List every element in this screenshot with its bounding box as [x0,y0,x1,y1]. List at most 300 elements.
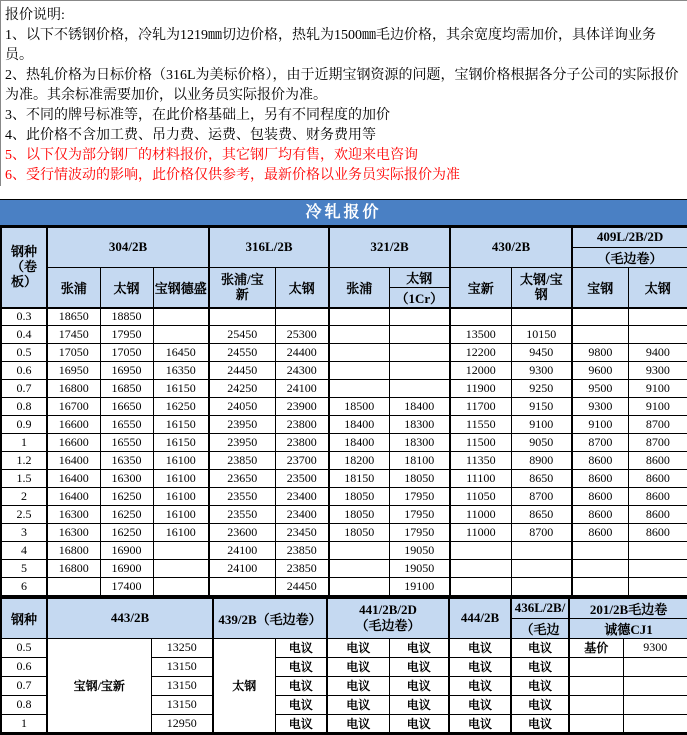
note-item-3: 3、不同的牌号标准等，在此价格基础上，另有不同程度的加价 [5,108,390,123]
col-header-steel-type: 钢种（卷板） [1,227,47,308]
table-row [1,488,687,506]
price-cell: 9300 [511,362,572,380]
price-cell: 9100 [628,380,687,398]
price-cell: 24450 [275,578,329,596]
price-cell: 16300 [47,506,100,524]
price-cell: 24550 [209,344,275,362]
price-cell: 16850 [100,380,153,398]
price-cell: 18300 [389,416,450,434]
price-cell [47,578,100,596]
price-cell: 11000 [450,524,511,542]
price-cell: 电议 [389,676,449,695]
price-cell [389,344,450,362]
price-cell [623,714,687,733]
price-cell: 11350 [450,452,511,470]
mill-baogang-desheng-304: 宝钢德盛 [153,267,209,308]
mill-taigang-baogang-430: 太钢/宝钢 [511,267,572,308]
price-cell [329,308,389,326]
cold-rolled-price-table [0,226,687,597]
notes-title: 报价说明: [5,8,65,23]
price-cell: 16300 [47,524,100,542]
price-cell: 16800 [47,542,100,560]
price-cell: 11500 [450,434,511,452]
price-cell: 25450 [209,326,275,344]
price-cell: 23550 [209,506,275,524]
price-cell: 17050 [47,344,100,362]
table-row [1,434,687,452]
price-cell: 13150 [151,657,213,676]
price-cell: 电议 [389,695,449,714]
price-cell [628,308,687,326]
price-cell: 16550 [100,416,153,434]
price-cell: 16600 [47,434,100,452]
price-cell: 9300 [572,398,628,416]
table-row [1,452,687,470]
note-item-1: 1、以下不锈钢价格，冷轧为1219㎜切边价格，热轧为1500㎜毛边价格，其余宽度均需加价，具体详询业务员。 [5,28,656,63]
price-cell [153,542,209,560]
group-409l-edge-note: （毛边卷） [572,247,687,267]
thickness-cell: 0.9 [1,416,47,434]
price-cell: 11100 [450,470,511,488]
group-443-2b: 443/2B [47,598,213,639]
price-cell: 16700 [47,398,100,416]
note-item-2: 2、热轧价格为日标价格（316L为美标价格），由于近期宝钢资源的问题，宝钢价格根据各分子公司的实际报价为准。其余标准需要加价，以业务员实际报价为准。 [5,68,679,103]
note-item-4: 4、此价格不含加工费、吊力费、运费、包装费、财务费用等 [5,128,376,143]
price-cell: 23450 [275,524,329,542]
thickness-cell: 5 [1,560,47,578]
price-cell: 8700 [628,416,687,434]
price-cell [209,308,275,326]
mill-baoxin-430: 宝新 [450,267,511,308]
group-439-2b: 439/2B（毛边卷） [213,598,327,639]
price-cell: 23800 [275,416,329,434]
price-cell: 16400 [47,488,100,506]
price-cell: 16800 [47,560,100,578]
group-441-2b-2d [327,598,449,639]
price-cell [569,676,623,695]
price-cell: 17950 [100,326,153,344]
thickness-cell: 1 [1,434,47,452]
price-cell: 16450 [153,344,209,362]
price-cell [153,560,209,578]
price-cell: 电议 [511,657,569,676]
note-item-5: 5、以下仅为部分钢厂的材料报价，其它钢厂均有售，欢迎来电咨询 [5,148,418,163]
price-cell: 电议 [327,657,389,676]
thickness-cell: 0.7 [1,676,47,695]
group-header-row [1,227,687,247]
thickness-cell: 2 [1,488,47,506]
price-cell: 16550 [100,434,153,452]
price-cell: 23550 [209,488,275,506]
price-cell: 24100 [275,380,329,398]
thickness-cell: 0.8 [1,398,47,416]
mill-zhangpu-baoxin-316: 张浦/宝新 [209,267,275,308]
price-cell [329,560,389,578]
price-cell: 9100 [511,416,572,434]
price-cell: 17050 [100,344,153,362]
price-cell [628,578,687,596]
price-cell: 18650 [47,308,100,326]
price-cell [153,578,209,596]
price-cell: 16250 [153,398,209,416]
price-cell: 16300 [100,470,153,488]
price-cell: 8900 [511,452,572,470]
price-cell: 18400 [389,398,450,416]
price-cell [628,542,687,560]
price-cell: 16350 [100,452,153,470]
price-cell: 16400 [47,452,100,470]
mill-zhangpu-321: 张浦 [329,267,389,308]
thickness-cell: 6 [1,578,47,596]
price-rows [1,308,687,596]
price-cell: 电议 [511,676,569,695]
price-cell: 18050 [389,470,450,488]
group-321-2b: 321/2B [329,227,450,267]
price-cell: 9400 [628,344,687,362]
price-cell: 16150 [153,380,209,398]
price-cell [389,362,450,380]
price-cell: 16600 [47,416,100,434]
price-cell: 16150 [153,416,209,434]
price-cell [329,578,389,596]
thickness-cell: 1.2 [1,452,47,470]
price-cell: 16250 [100,506,153,524]
price-cell: 24050 [209,398,275,416]
table-row [1,470,687,488]
price-cell: 8650 [511,470,572,488]
price-cell: 电议 [511,695,569,714]
price-cell: 电议 [389,657,449,676]
price-cell: 23650 [209,470,275,488]
price-cell [511,578,572,596]
price-cell: 电议 [511,638,569,657]
price-cell: 8650 [511,506,572,524]
thickness-cell: 3 [1,524,47,542]
price-cell [450,542,511,560]
mill-zhangpu-304: 张浦 [47,267,100,308]
price-cell: 9150 [511,398,572,416]
price-cell: 电议 [275,714,327,733]
table-row [1,326,687,344]
price-cell: 8600 [572,524,628,542]
price-cell: 12950 [151,714,213,733]
price-cell [569,657,623,676]
price-cell [628,326,687,344]
price-cell: 24100 [209,560,275,578]
price-cell [572,308,628,326]
price-cell: 17950 [389,506,450,524]
price-cell: 8600 [572,470,628,488]
price-cell: 23600 [209,524,275,542]
price-cell [209,578,275,596]
price-cell: 电议 [449,714,511,733]
price-cell: 8700 [511,524,572,542]
mill-baogang-409: 宝钢 [572,267,628,308]
price-cell: 电议 [449,638,511,657]
price-cell [511,542,572,560]
price-cell: 8600 [628,470,687,488]
price-cell: 18150 [329,470,389,488]
price-cell: 16950 [47,362,100,380]
price-cell: 19050 [389,542,450,560]
table-row [1,578,687,596]
price-cell: 11700 [450,398,511,416]
table-title-banner: 冷轧报价 [0,199,687,226]
base-price-label-cell: 基价 [569,638,623,657]
price-cell: 电议 [389,638,449,657]
price-cell: 电议 [275,676,327,695]
price-cell: 8600 [572,488,628,506]
group-441-line1: 441/2B/2D [359,602,417,617]
thickness-cell: 0.4 [1,326,47,344]
table-row [1,416,687,434]
price-cell [329,326,389,344]
mill-taigang-409: 太钢 [628,267,687,308]
price-cell [572,578,628,596]
price-cell: 18850 [100,308,153,326]
price-cell: 18300 [389,434,450,452]
price-cell [628,560,687,578]
price-cell: 17950 [389,488,450,506]
table-row [1,638,687,657]
price-cell [153,308,209,326]
price-cell: 16900 [100,560,153,578]
thickness-cell: 0.7 [1,380,47,398]
table-row [1,506,687,524]
price-cell [511,560,572,578]
price-cell: 11900 [450,380,511,398]
price-cell: 17400 [100,578,153,596]
price-cell: 9300 [628,362,687,380]
price-cell: 8600 [572,452,628,470]
table-row [1,542,687,560]
price-cell: 24250 [209,380,275,398]
price-cell: 18050 [329,506,389,524]
price-cell: 23850 [275,560,329,578]
price-cell: 12200 [450,344,511,362]
price-cell [450,560,511,578]
price-cell [572,542,628,560]
thickness-cell: 1.5 [1,470,47,488]
col-header-steel-type: 钢种 [1,598,47,639]
price-cell: 17950 [389,524,450,542]
price-cell: 23800 [275,434,329,452]
price-cell [569,695,623,714]
group-201-2b: 201/2B毛边卷 [569,598,687,619]
price-cell: 16800 [47,380,100,398]
mill-taigang-316: 太钢 [275,267,329,308]
price-cell: 8700 [572,434,628,452]
price-cell: 16100 [153,470,209,488]
price-cell: 24400 [275,344,329,362]
price-cell: 13150 [151,676,213,695]
thickness-cell: 0.5 [1,638,47,657]
price-cell: 18500 [329,398,389,416]
thickness-cell: 4 [1,542,47,560]
table-row [1,308,687,326]
price-cell: 电议 [275,657,327,676]
price-cell: 9300 [623,638,687,657]
table-row [1,524,687,542]
price-cell: 电议 [327,638,389,657]
group-441-line2: （毛边卷） [355,618,421,633]
price-cell: 16100 [153,506,209,524]
price-cell: 24100 [209,542,275,560]
price-cell [572,560,628,578]
price-cell: 23400 [275,506,329,524]
price-cell [623,657,687,676]
group-436l-line1: 436L/2B/ [511,598,569,619]
mill-chengde-cj1: 诚德CJ1 [569,618,687,638]
price-cell [572,326,628,344]
price-cell: 9600 [572,362,628,380]
price-cell [389,380,450,398]
price-cell [329,362,389,380]
quote-notes [0,0,687,186]
price-cell: 16350 [153,362,209,380]
price-cell: 18050 [329,488,389,506]
price-cell: 23500 [275,470,329,488]
price-cell: 8700 [628,434,687,452]
thickness-cell: 2.5 [1,506,47,524]
price-cell: 13150 [151,695,213,714]
group-430-2b: 430/2B [450,227,572,267]
price-cell: 24300 [275,362,329,380]
price-cell: 电议 [449,657,511,676]
price-cell [511,308,572,326]
price-cell: 电议 [275,638,327,657]
price-cell: 23850 [209,452,275,470]
thickness-cell: 0.8 [1,695,47,714]
price-cell: 电议 [449,695,511,714]
price-cell: 18050 [329,524,389,542]
price-cell: 16900 [100,542,153,560]
price-cell: 8700 [511,488,572,506]
price-cell: 11050 [450,488,511,506]
price-cell: 电议 [275,695,327,714]
price-cell: 电议 [327,676,389,695]
thickness-cell: 0.6 [1,657,47,676]
price-cell: 电议 [327,695,389,714]
price-cell: 9800 [572,344,628,362]
price-cell: 8600 [572,506,628,524]
price-cell: 电议 [511,714,569,733]
thickness-cell: 0.6 [1,362,47,380]
price-cell: 13500 [450,326,511,344]
price-cell: 电议 [327,714,389,733]
thickness-cell: 0.3 [1,308,47,326]
note-item-6: 6、受行情波动的影响，此价格仅供参考，最新价格以业务员实际报价为准 [5,168,460,183]
price-cell: 24450 [209,362,275,380]
thickness-cell: 1 [1,714,47,733]
price-cell: 23950 [209,434,275,452]
price-cell [450,578,511,596]
price-cell: 16100 [153,524,209,542]
second-grades-price-table [0,597,687,735]
group-304-2b: 304/2B [47,227,209,267]
price-cell: 12000 [450,362,511,380]
price-cell: 11000 [450,506,511,524]
group-409l: 409L/2B/2D [572,227,687,247]
price-cell: 电议 [389,714,449,733]
price-cell: 电议 [449,676,511,695]
price-cell: 18400 [329,416,389,434]
price-cell: 16100 [153,488,209,506]
price-cell [329,542,389,560]
price-cell [389,308,450,326]
table-row [1,398,687,416]
price-cell: 9250 [511,380,572,398]
price-cell [569,714,623,733]
group-444-2b: 444/2B [449,598,511,639]
price-cell [275,308,329,326]
price-cell: 9450 [511,344,572,362]
mill-header-row [1,267,687,287]
price-cell: 8600 [628,452,687,470]
price-cell: 16250 [100,488,153,506]
price-cell: 16400 [47,470,100,488]
mill-taigang-321: 太钢 [389,267,450,287]
thickness-cell: 0.5 [1,344,47,362]
price-cell: 16250 [100,524,153,542]
price-cell: 8600 [628,524,687,542]
price-cell: 25300 [275,326,329,344]
group-header-row [1,598,687,619]
price-cell: 17450 [47,326,100,344]
price-cell [450,308,511,326]
price-cell: 11550 [450,416,511,434]
price-cell: 8600 [628,488,687,506]
price-cell: 9100 [572,416,628,434]
price-cell [329,344,389,362]
price-cell: 9500 [572,380,628,398]
price-cell: 23850 [275,542,329,560]
price-cell: 10150 [511,326,572,344]
table-row [1,380,687,398]
price-cell: 8600 [628,506,687,524]
price-cell: 23700 [275,452,329,470]
table-row [1,362,687,380]
price-cell: 18100 [389,452,450,470]
price-cell: 23900 [275,398,329,416]
mill-baogang-baoxin-cell: 宝钢/宝新 [47,638,151,733]
price-cell: 16650 [100,398,153,416]
price-cell [389,326,450,344]
price-cell: 16950 [100,362,153,380]
mill-taigang-304: 太钢 [100,267,153,308]
price-cell [329,380,389,398]
price-cell: 19050 [389,560,450,578]
price-cell: 23950 [209,416,275,434]
price-cell [623,695,687,714]
price-cell: 9050 [511,434,572,452]
price-cell: 16100 [153,452,209,470]
price-cell: 18400 [329,434,389,452]
group-436l-line2: （毛边 [511,618,569,638]
table-row [1,560,687,578]
price-cell: 9100 [628,398,687,416]
mill-taigang-cell: 太钢 [213,638,275,733]
price-cell: 19100 [389,578,450,596]
price-cell: 18200 [329,452,389,470]
price-cell [153,326,209,344]
table-row [1,344,687,362]
group-316l-2b: 316L/2B [209,227,329,267]
price-cell [623,676,687,695]
price-cell: 16150 [153,434,209,452]
price-cell: 13250 [151,638,213,657]
price-cell: 23400 [275,488,329,506]
